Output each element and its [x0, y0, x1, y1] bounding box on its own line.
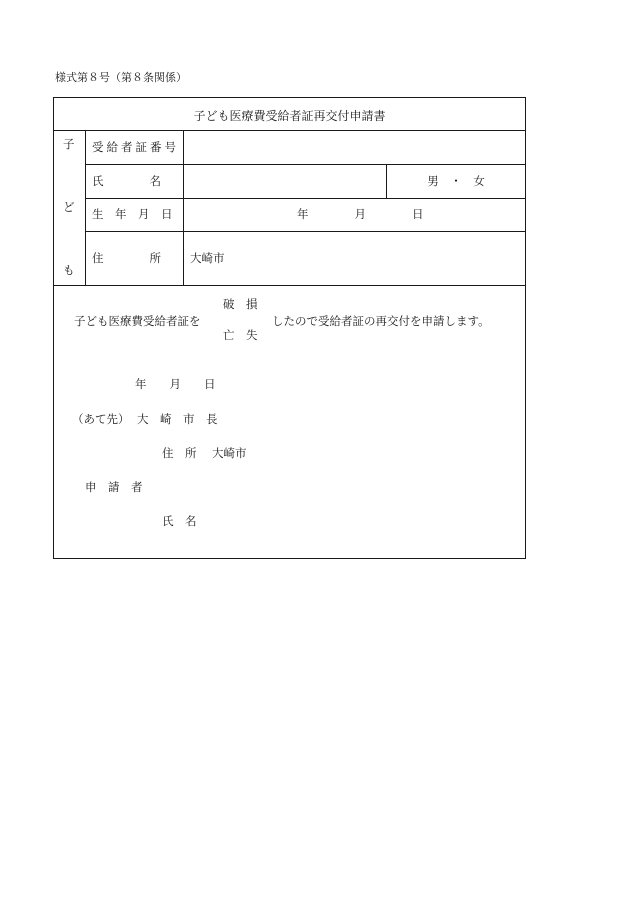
addressee-name: 大 崎 市 長 — [137, 412, 218, 426]
statement-prefix: 子ども医療費受給者証を — [74, 314, 201, 328]
option-lost[interactable]: 亡 失 — [223, 328, 258, 342]
applicant-name-label: 氏 名 — [162, 514, 197, 528]
label-certificate-number: 受給者証番号 — [92, 140, 179, 154]
form-title: 子ども医療費受給者証再交付申請書 — [193, 109, 386, 123]
option-damaged[interactable]: 破 損 — [223, 297, 258, 311]
row-divider-3 — [85, 231, 525, 232]
application-date-field[interactable]: 年 月 日 — [135, 377, 216, 391]
label-name: 氏 名 — [92, 174, 161, 188]
child-label-divider — [85, 130, 86, 285]
section-divider — [54, 285, 525, 286]
child-label-char-1: 子 — [63, 137, 75, 151]
row-divider-1 — [85, 164, 525, 165]
child-label-char-3: も — [63, 263, 75, 277]
form-number: 様式第８号（第８条関係） — [55, 71, 187, 84]
address-field[interactable]: 大崎市 — [190, 251, 225, 265]
label-address: 住 所 — [92, 251, 161, 265]
gender-field[interactable]: 男 ・ 女 — [427, 174, 485, 188]
title-divider — [54, 130, 525, 131]
row-divider-2 — [85, 198, 525, 199]
applicant-label: 申 請 者 — [85, 480, 143, 494]
label-birthdate: 生 年 月 日 — [92, 207, 173, 221]
child-label-char-2: ど — [63, 200, 75, 214]
statement-suffix: したので受給者証の再交付を申請します。 — [272, 314, 490, 328]
birthdate-field[interactable]: 年 月 日 — [297, 207, 424, 221]
applicant-address-label: 住 所 — [162, 446, 197, 460]
addressee-prefix: （あて先） — [72, 412, 130, 426]
applicant-address-field[interactable]: 大崎市 — [212, 446, 247, 460]
field-label-divider — [183, 130, 184, 285]
